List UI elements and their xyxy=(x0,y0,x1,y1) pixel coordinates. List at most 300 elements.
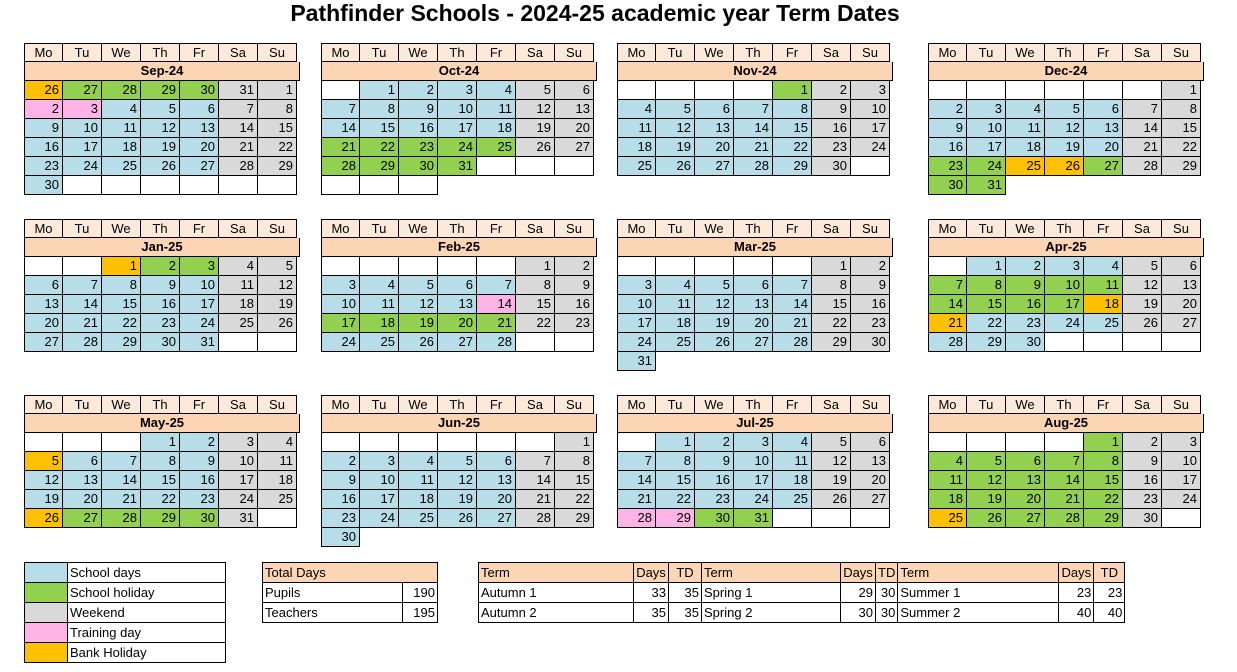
day-cell xyxy=(555,176,594,195)
weekday-header: Th xyxy=(734,219,773,238)
day-cell: 8 xyxy=(1084,452,1123,471)
day-cell: 22 xyxy=(812,314,851,333)
day-cell: 26 xyxy=(258,314,297,333)
month-calendar xyxy=(321,395,597,547)
day-cell xyxy=(928,257,967,276)
day-cell: 30 xyxy=(1123,509,1162,528)
weekday-header: Mo xyxy=(321,219,360,238)
day-cell: 21 xyxy=(63,314,102,333)
weekday-header: Th xyxy=(141,395,180,414)
day-cell: 10 xyxy=(360,471,399,490)
month-name: Jan-25 xyxy=(24,238,300,257)
day-cell: 1 xyxy=(141,433,180,452)
day-cell: 28 xyxy=(734,157,773,176)
day-cell: 16 xyxy=(180,471,219,490)
day-cell: 29 xyxy=(1084,509,1123,528)
week-row xyxy=(928,333,1204,352)
week-row xyxy=(321,100,597,119)
day-cell: 24 xyxy=(617,333,656,352)
day-cell xyxy=(516,333,555,352)
days-header: Days xyxy=(1059,563,1094,583)
weekday-header-row xyxy=(928,395,1204,414)
day-cell: 27 xyxy=(734,333,773,352)
day-cell: 12 xyxy=(516,100,555,119)
term-days: 29 xyxy=(841,583,876,603)
day-cell: 18 xyxy=(102,138,141,157)
day-cell: 29 xyxy=(102,333,141,352)
day-cell: 13 xyxy=(1162,276,1201,295)
legend-row xyxy=(25,563,226,583)
day-cell: 27 xyxy=(1162,314,1201,333)
weekday-header: Fr xyxy=(477,43,516,62)
weekday-header: Fr xyxy=(477,395,516,414)
day-cell xyxy=(555,157,594,176)
weekday-header: Th xyxy=(734,43,773,62)
weekday-header: Tu xyxy=(360,43,399,62)
month-calendar xyxy=(928,219,1204,352)
weekday-header-row xyxy=(617,219,893,238)
day-cell: 1 xyxy=(967,257,1006,276)
day-cell: 29 xyxy=(141,81,180,100)
day-cell: 4 xyxy=(102,100,141,119)
day-cell: 12 xyxy=(24,471,63,490)
term-days: 40 xyxy=(1059,603,1094,623)
week-row xyxy=(24,119,300,138)
day-cell xyxy=(63,176,102,195)
day-cell xyxy=(851,509,890,528)
day-cell xyxy=(24,433,63,452)
month-name: Aug-25 xyxy=(928,414,1204,433)
week-row xyxy=(24,509,300,528)
day-cell: 14 xyxy=(734,119,773,138)
weekday-header: Sa xyxy=(219,395,258,414)
day-cell xyxy=(617,81,656,100)
day-cell: 8 xyxy=(360,100,399,119)
day-cell xyxy=(321,81,360,100)
day-cell: 23 xyxy=(928,157,967,176)
day-cell: 16 xyxy=(851,295,890,314)
day-cell: 4 xyxy=(928,452,967,471)
week-row xyxy=(24,81,300,100)
month-calendar xyxy=(321,43,597,195)
week-row xyxy=(24,138,300,157)
day-cell: 6 xyxy=(851,433,890,452)
day-cell xyxy=(928,81,967,100)
day-cell: 21 xyxy=(102,490,141,509)
month-calendar xyxy=(24,395,300,528)
month-calendar xyxy=(617,219,893,371)
day-cell: 10 xyxy=(63,119,102,138)
weekday-header: We xyxy=(695,43,734,62)
week-row xyxy=(928,119,1204,138)
day-cell: 28 xyxy=(1123,157,1162,176)
day-cell: 17 xyxy=(851,119,890,138)
day-cell xyxy=(734,81,773,100)
day-cell: 3 xyxy=(180,257,219,276)
day-cell: 2 xyxy=(555,257,594,276)
day-cell xyxy=(695,81,734,100)
day-cell: 1 xyxy=(1162,81,1201,100)
weekday-header-row xyxy=(617,43,893,62)
day-cell: 14 xyxy=(928,295,967,314)
day-cell xyxy=(1084,176,1123,195)
terms-header-row xyxy=(479,563,1125,583)
day-cell: 19 xyxy=(258,295,297,314)
weekday-header: Tu xyxy=(63,395,102,414)
weekday-header-row xyxy=(321,395,597,414)
week-row xyxy=(24,333,300,352)
day-cell: 12 xyxy=(656,119,695,138)
week-row xyxy=(928,295,1204,314)
day-cell: 6 xyxy=(477,452,516,471)
day-cell xyxy=(258,333,297,352)
day-cell xyxy=(321,433,360,452)
day-cell xyxy=(695,352,734,371)
day-cell xyxy=(360,433,399,452)
day-cell: 19 xyxy=(438,490,477,509)
day-cell: 11 xyxy=(102,119,141,138)
day-cell: 23 xyxy=(1006,314,1045,333)
day-cell: 21 xyxy=(219,138,258,157)
week-row xyxy=(321,138,597,157)
day-cell: 16 xyxy=(321,490,360,509)
day-cell: 13 xyxy=(555,100,594,119)
day-cell: 27 xyxy=(477,509,516,528)
day-cell: 14 xyxy=(102,471,141,490)
day-cell: 29 xyxy=(773,157,812,176)
day-cell: 18 xyxy=(399,490,438,509)
weekday-header: Mo xyxy=(617,43,656,62)
week-row xyxy=(24,314,300,333)
day-cell xyxy=(617,257,656,276)
day-cell: 20 xyxy=(63,490,102,509)
term-header: Term xyxy=(702,563,841,583)
day-cell: 31 xyxy=(219,81,258,100)
day-cell: 18 xyxy=(477,119,516,138)
day-cell: 10 xyxy=(1045,276,1084,295)
day-cell: 6 xyxy=(63,452,102,471)
weekday-header: Mo xyxy=(928,43,967,62)
weekday-header: Th xyxy=(438,43,477,62)
day-cell: 10 xyxy=(851,100,890,119)
weekday-header-row xyxy=(928,43,1204,62)
day-cell xyxy=(516,176,555,195)
day-cell xyxy=(399,433,438,452)
day-cell: 13 xyxy=(24,295,63,314)
day-cell: 20 xyxy=(695,138,734,157)
day-cell: 15 xyxy=(812,295,851,314)
day-cell: 18 xyxy=(1084,295,1123,314)
month-name: Feb-25 xyxy=(321,238,597,257)
day-cell: 28 xyxy=(773,333,812,352)
day-cell: 7 xyxy=(321,100,360,119)
totals-label: Pupils xyxy=(263,583,403,603)
day-cell: 8 xyxy=(812,276,851,295)
day-cell xyxy=(812,509,851,528)
day-cell: 19 xyxy=(141,138,180,157)
day-cell: 12 xyxy=(695,295,734,314)
week-row xyxy=(24,471,300,490)
week-row xyxy=(24,257,300,276)
week-row xyxy=(24,176,300,195)
day-cell: 2 xyxy=(851,257,890,276)
weekday-header: Tu xyxy=(656,395,695,414)
week-row xyxy=(321,295,597,314)
day-cell: 23 xyxy=(851,314,890,333)
day-cell xyxy=(477,157,516,176)
day-cell: 23 xyxy=(1123,490,1162,509)
day-cell xyxy=(967,433,1006,452)
weekday-header: Mo xyxy=(617,395,656,414)
day-cell: 4 xyxy=(1006,100,1045,119)
day-cell: 8 xyxy=(555,452,594,471)
weekday-header: Su xyxy=(555,395,594,414)
month-name: Dec-24 xyxy=(928,62,1204,81)
term-td: 40 xyxy=(1094,603,1125,623)
weekday-header: Sa xyxy=(812,43,851,62)
day-cell: 19 xyxy=(399,314,438,333)
day-cell: 11 xyxy=(1006,119,1045,138)
weekday-header: Fr xyxy=(1084,395,1123,414)
day-cell: 30 xyxy=(1006,333,1045,352)
weekday-header: Tu xyxy=(63,43,102,62)
day-cell: 1 xyxy=(656,433,695,452)
day-cell: 22 xyxy=(516,314,555,333)
day-cell: 21 xyxy=(516,490,555,509)
day-cell: 11 xyxy=(258,452,297,471)
day-cell: 2 xyxy=(928,100,967,119)
weekday-header: We xyxy=(399,395,438,414)
day-cell xyxy=(851,157,890,176)
day-cell: 3 xyxy=(734,433,773,452)
weekday-header: We xyxy=(399,43,438,62)
day-cell: 27 xyxy=(1006,509,1045,528)
day-cell: 8 xyxy=(1162,100,1201,119)
week-row xyxy=(321,257,597,276)
day-cell: 10 xyxy=(617,295,656,314)
day-cell: 22 xyxy=(141,490,180,509)
legend-swatch xyxy=(25,623,68,643)
month-calendar xyxy=(617,43,893,176)
day-cell: 28 xyxy=(102,81,141,100)
term-term: Autumn 2 xyxy=(479,603,634,623)
day-cell: 8 xyxy=(258,100,297,119)
legend-label: School days xyxy=(68,563,226,583)
day-cell: 22 xyxy=(773,138,812,157)
day-cell: 11 xyxy=(477,100,516,119)
weekday-header: Su xyxy=(851,219,890,238)
day-cell: 24 xyxy=(180,314,219,333)
day-cell: 9 xyxy=(812,100,851,119)
week-row xyxy=(617,471,893,490)
day-cell: 20 xyxy=(438,314,477,333)
day-cell: 25 xyxy=(219,314,258,333)
day-cell: 3 xyxy=(617,276,656,295)
week-row xyxy=(321,528,597,547)
day-cell: 7 xyxy=(734,100,773,119)
day-cell: 1 xyxy=(555,433,594,452)
day-cell xyxy=(812,352,851,371)
day-cell: 7 xyxy=(773,276,812,295)
day-cell xyxy=(180,176,219,195)
day-cell: 5 xyxy=(812,433,851,452)
weekday-header-row xyxy=(24,395,300,414)
day-cell: 7 xyxy=(63,276,102,295)
day-cell xyxy=(477,433,516,452)
day-cell: 2 xyxy=(812,81,851,100)
weekday-header: Fr xyxy=(773,43,812,62)
day-cell: 17 xyxy=(734,471,773,490)
day-cell: 23 xyxy=(695,490,734,509)
legend-label: Weekend xyxy=(68,603,226,623)
day-cell: 11 xyxy=(219,276,258,295)
month-name: May-25 xyxy=(24,414,300,433)
day-cell xyxy=(477,257,516,276)
day-cell: 20 xyxy=(1006,490,1045,509)
day-cell: 4 xyxy=(258,433,297,452)
day-cell: 24 xyxy=(360,509,399,528)
weekday-header-row xyxy=(928,219,1204,238)
day-cell xyxy=(1084,81,1123,100)
week-row xyxy=(928,157,1204,176)
week-row xyxy=(617,138,893,157)
day-cell xyxy=(102,176,141,195)
day-cell: 22 xyxy=(102,314,141,333)
day-cell: 2 xyxy=(1006,257,1045,276)
day-cell: 16 xyxy=(141,295,180,314)
week-row xyxy=(617,81,893,100)
weekday-header: Fr xyxy=(477,219,516,238)
day-cell: 24 xyxy=(438,138,477,157)
day-cell: 18 xyxy=(928,490,967,509)
weekday-header: Su xyxy=(1162,219,1201,238)
day-cell: 1 xyxy=(773,81,812,100)
day-cell: 10 xyxy=(180,276,219,295)
day-cell: 9 xyxy=(695,452,734,471)
day-cell: 2 xyxy=(180,433,219,452)
day-cell xyxy=(360,257,399,276)
month-name: Jun-25 xyxy=(321,414,597,433)
day-cell xyxy=(516,157,555,176)
day-cell: 4 xyxy=(1084,257,1123,276)
day-cell: 19 xyxy=(516,119,555,138)
term-td: 30 xyxy=(876,603,898,623)
day-cell xyxy=(63,257,102,276)
day-cell: 30 xyxy=(24,176,63,195)
day-cell: 5 xyxy=(141,100,180,119)
term-days: 35 xyxy=(634,603,669,623)
week-row xyxy=(321,81,597,100)
week-row xyxy=(321,333,597,352)
day-cell xyxy=(773,352,812,371)
day-cell: 21 xyxy=(773,314,812,333)
weekday-header: Th xyxy=(1045,43,1084,62)
day-cell: 4 xyxy=(360,276,399,295)
day-cell xyxy=(219,333,258,352)
day-cell: 14 xyxy=(477,295,516,314)
day-cell: 15 xyxy=(773,119,812,138)
day-cell xyxy=(438,257,477,276)
weekday-header: We xyxy=(102,395,141,414)
weekday-header: Fr xyxy=(180,43,219,62)
day-cell: 7 xyxy=(516,452,555,471)
day-cell: 16 xyxy=(695,471,734,490)
weekday-header: Th xyxy=(1045,219,1084,238)
day-cell xyxy=(219,176,258,195)
week-row xyxy=(321,119,597,138)
day-cell: 17 xyxy=(438,119,477,138)
day-cell: 10 xyxy=(219,452,258,471)
day-cell xyxy=(1006,81,1045,100)
day-cell: 6 xyxy=(695,100,734,119)
day-cell: 2 xyxy=(24,100,63,119)
month-name: Jul-25 xyxy=(617,414,893,433)
day-cell: 31 xyxy=(438,157,477,176)
legend-label: Training day xyxy=(68,623,226,643)
day-cell: 27 xyxy=(180,157,219,176)
day-cell: 7 xyxy=(219,100,258,119)
day-cell: 3 xyxy=(1162,433,1201,452)
week-row xyxy=(24,157,300,176)
week-row xyxy=(617,100,893,119)
day-cell: 21 xyxy=(617,490,656,509)
day-cell xyxy=(102,433,141,452)
day-cell: 24 xyxy=(851,138,890,157)
weekday-header: We xyxy=(1006,395,1045,414)
day-cell: 14 xyxy=(516,471,555,490)
day-cell: 27 xyxy=(438,333,477,352)
week-row xyxy=(321,452,597,471)
month-calendar xyxy=(617,395,893,528)
day-cell xyxy=(773,257,812,276)
weekday-header: Sa xyxy=(1123,43,1162,62)
day-cell: 20 xyxy=(555,119,594,138)
term-term: Spring 2 xyxy=(702,603,841,623)
day-cell: 24 xyxy=(1162,490,1201,509)
day-cell: 5 xyxy=(258,257,297,276)
day-cell: 11 xyxy=(773,452,812,471)
day-cell: 14 xyxy=(617,471,656,490)
weekday-header: Fr xyxy=(180,219,219,238)
weekday-header: Sa xyxy=(516,43,555,62)
weekday-header: Su xyxy=(1162,395,1201,414)
day-cell: 18 xyxy=(1006,138,1045,157)
day-cell: 20 xyxy=(24,314,63,333)
day-cell xyxy=(141,176,180,195)
weekday-header-row xyxy=(24,219,300,238)
weekday-header: We xyxy=(399,219,438,238)
day-cell xyxy=(360,176,399,195)
month-calendar xyxy=(928,395,1204,528)
weekday-header-row xyxy=(617,395,893,414)
day-cell: 26 xyxy=(24,81,63,100)
weekday-header: Su xyxy=(258,219,297,238)
day-cell: 25 xyxy=(928,509,967,528)
week-row xyxy=(928,81,1204,100)
day-cell xyxy=(1006,433,1045,452)
day-cell xyxy=(967,81,1006,100)
day-cell: 11 xyxy=(928,471,967,490)
day-cell xyxy=(656,257,695,276)
day-cell: 22 xyxy=(555,490,594,509)
day-cell: 13 xyxy=(477,471,516,490)
day-cell: 8 xyxy=(516,276,555,295)
day-cell: 28 xyxy=(516,509,555,528)
terms-row xyxy=(479,603,1125,623)
day-cell xyxy=(321,176,360,195)
day-cell: 29 xyxy=(967,333,1006,352)
weekday-header: Fr xyxy=(1084,43,1123,62)
